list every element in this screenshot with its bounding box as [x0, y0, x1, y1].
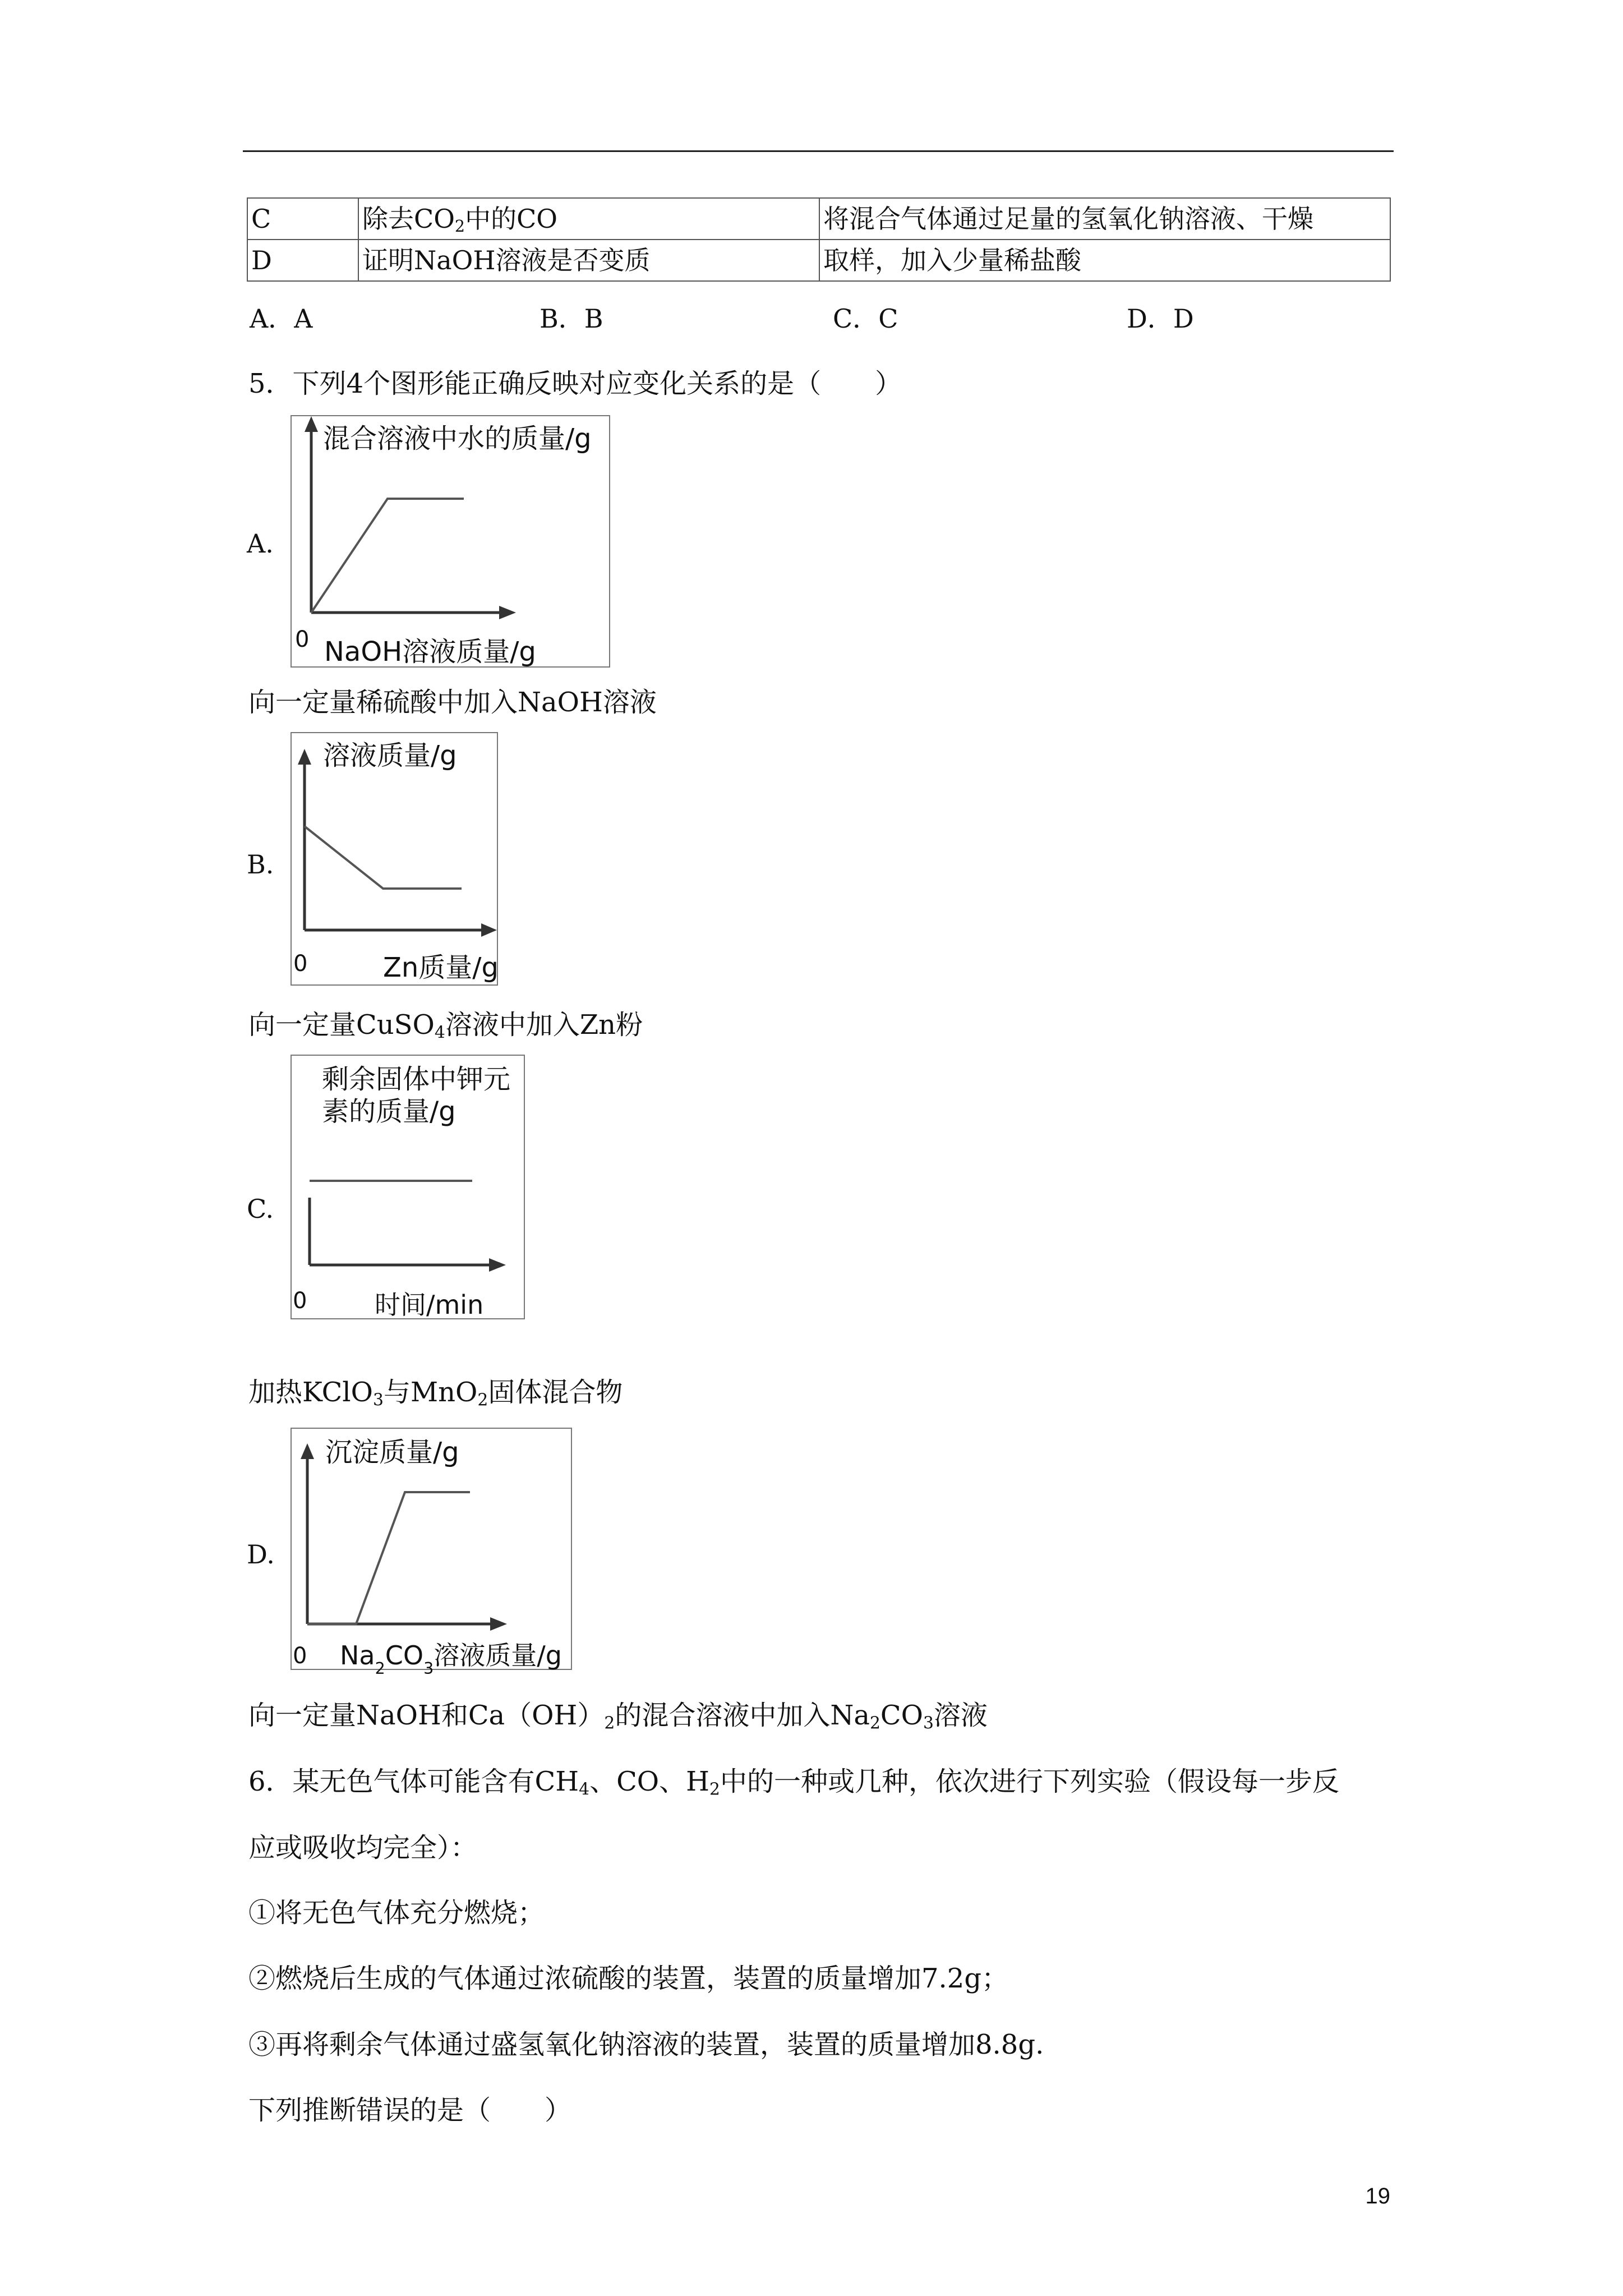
options-table: [247, 197, 1391, 282]
x-axis-label: [375, 1290, 483, 1320]
question-6-step-1: ①将无色气体充分燃烧；: [248, 1897, 545, 1929]
text-run: 沉淀质量/g: [325, 1437, 459, 1468]
text-run: 时间/min: [375, 1290, 484, 1320]
answer-choice-b: B．B: [540, 303, 603, 334]
x-axis-arrow: [499, 606, 516, 619]
table-row: [247, 198, 1390, 240]
page-number: 19: [1365, 2184, 1390, 2208]
subscript: 3: [373, 1390, 384, 1410]
option-b-label: B.: [247, 849, 274, 880]
origin-label: 0: [295, 627, 310, 652]
option-c-label: C.: [247, 1194, 274, 1224]
x-axis-arrow: [490, 1617, 507, 1631]
option-label: C: [247, 198, 358, 240]
subscript: 2: [477, 1390, 488, 1410]
text-run: 溶液质量/g: [434, 1640, 562, 1671]
y-axis-label: [322, 1064, 510, 1128]
y-axis-label: [323, 740, 457, 771]
question-5-stem: 5．下列4个图形能正确反映对应变化关系的是（ ）: [248, 368, 902, 399]
subscript: 4: [434, 1023, 445, 1043]
option-c-caption: 加热KClO$_3$与MnO$_2$固体混合物: [248, 1377, 623, 1410]
text-run: NaOH溶液质量/g: [324, 636, 536, 668]
subscript: 3: [423, 1659, 434, 1678]
x-axis-label: [383, 952, 499, 983]
header-rule: [243, 150, 1394, 152]
graph-a: [291, 415, 610, 668]
graph-b: [291, 732, 498, 986]
curve-line: [311, 499, 464, 613]
option-method: 将混合气体通过足量的氢氧化钠溶液、干燥: [819, 198, 1390, 240]
graph-d: [291, 1428, 572, 1678]
answer-choice-c: C．C: [833, 303, 898, 334]
origin-label: 0: [293, 1288, 307, 1314]
graph-a-svg: [291, 415, 610, 668]
y-axis-label: [325, 1437, 459, 1468]
x-axis-arrow: [481, 923, 497, 937]
text-run: 素的质量/g: [322, 1096, 456, 1128]
subscript: 4: [579, 1779, 590, 1800]
question-6-line-2: 应或吸收均完全）：: [248, 1832, 478, 1864]
table-row: [247, 240, 1390, 281]
subscript: 2: [709, 1779, 720, 1800]
question-6-step-3: ③再将剩余气体通过盛氢氧化钠溶液的装置，装置的质量增加8.8g.: [248, 2029, 1044, 2060]
subscript: 2: [604, 1713, 615, 1733]
answer-choice-d: D．D: [1127, 303, 1194, 334]
graph-c-svg: [291, 1055, 525, 1319]
subscript: 3: [923, 1713, 934, 1733]
curve-line: [305, 826, 462, 889]
text-run: Zn质量/g: [383, 952, 499, 983]
option-b-caption: 向一定量CuSO$_4$溶液中加入Zn粉: [248, 1009, 643, 1043]
y-axis-arrow: [305, 416, 318, 432]
x-axis-label: [324, 636, 536, 668]
question-6-step-2: ②燃烧后生成的气体通过浓硫酸的装置，装置的质量增加7.2g；: [248, 1963, 1009, 1994]
curve-line: [307, 1492, 470, 1624]
graph-b-svg: [291, 732, 498, 986]
text-run: Na: [340, 1640, 375, 1671]
text-run: 溶液质量/g: [323, 740, 457, 771]
y-axis-label: [323, 423, 592, 454]
subscript: 2: [454, 217, 465, 236]
option-method: 取样，加入少量稀盐酸: [819, 240, 1390, 281]
question-6-prompt: 下列推断错误的是（ ）: [248, 2095, 572, 2126]
origin-label: 0: [293, 1643, 307, 1669]
option-purpose: 除去$CO_2$中的CO: [358, 198, 819, 240]
graph-d-svg: [291, 1428, 572, 1678]
question-6-line-1: 6．某无色气体可能含有$CH_4$、CO、$H_2$中的一种或几种，依次进行下列实验（假设每一步反: [248, 1766, 1339, 1800]
text-run: 剩余固体中钾元: [322, 1064, 511, 1095]
x-axis-label: [340, 1640, 562, 1678]
y-axis-arrow: [301, 1443, 314, 1459]
subscript: 2: [869, 1713, 880, 1733]
option-label: D: [247, 240, 358, 281]
answer-choice-a: A．A: [250, 303, 313, 334]
option-purpose: 证明NaOH溶液是否变质: [358, 240, 819, 281]
option-a-label: A.: [247, 528, 274, 559]
text-run: CO: [385, 1640, 424, 1671]
option-d-label: D.: [247, 1539, 275, 1570]
graph-c: [291, 1055, 525, 1319]
subscript: 2: [375, 1659, 385, 1678]
x-axis-arrow: [489, 1258, 506, 1272]
origin-label: 0: [293, 951, 308, 977]
text-run: 混合溶液中水的质量/g: [323, 423, 592, 454]
option-a-caption: 向一定量稀硫酸中加入NaOH溶液: [248, 687, 657, 718]
option-d-caption: 向一定量NaOH和$Ca(OH)_2$的混合溶液中加入$Na_2CO_3$溶液: [248, 1700, 988, 1733]
y-axis-arrow: [298, 749, 311, 765]
